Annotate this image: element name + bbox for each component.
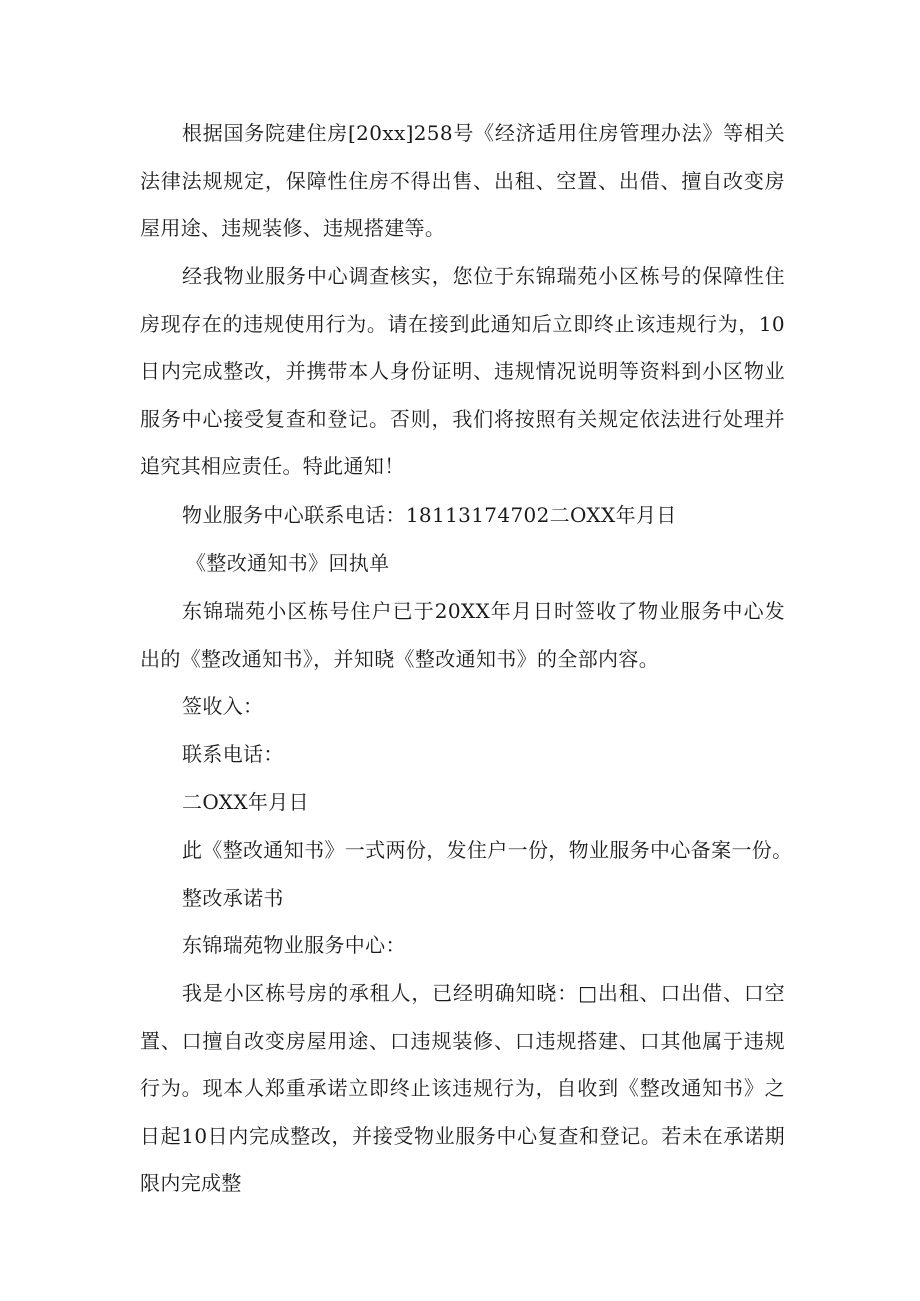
contact-line: 物业服务中心联系电话：18113174702二OXX年月日 <box>182 503 677 527</box>
receipt-title: 《整改通知书》回执单 <box>186 551 390 575</box>
paragraph-pledge-body: 我是小区栋号房的承租人，已经明确知晓：□出租、口出借、口空置、口擅自改变房屋用途、口违规装修、口违规搭建、口其他属于违规行为。现本人郑重承诺立即终止该违规行为，自收到《整改通知书》之日起10日内完成整改，并接受物业服务中心复查和登记。若未在承诺期限内完成整 <box>140 981 785 1195</box>
paragraph-inspection-notice: 经我物业服务中心调查核实，您位于东锦瑞苑小区栋号的保障性住房现存在的违规使用行为。请在接到此通知后立即终止该违规行为，10日内完成整改，并携带本人身份证明、违规情况说明等资料到小区物业服务中心接受复查和登记。否则，我们将按照有关规定依法进行处理并追究其相应责任。特此通知！ <box>140 264 785 478</box>
date-line: 二OXX年月日 <box>182 790 309 814</box>
addressee-line: 东锦瑞苑物业服务中心： <box>182 933 406 957</box>
pledge-title: 整改承诺书 <box>182 886 284 910</box>
copies-note: 此《整改通知书》一式两份，发住户一份，物业服务中心备案一份。 <box>182 838 793 862</box>
phone-label: 联系电话： <box>182 742 284 766</box>
signer-label: 签收入： <box>182 694 264 718</box>
paragraph-receipt-body: 东锦瑞苑小区栋号住户已于20XX年月日时签收了物业服务中心发出的《整改通知书》，并知晓《整改通知书》的全部内容。 <box>140 599 785 671</box>
paragraph-regulations: 根据国务院建住房[20xx]258号《经济适用住房管理办法》等相关法律法规规定，保障性住房不得出售、出租、空置、出借、擅自改变房屋用途、违规装修、违规搭建等。 <box>140 121 785 240</box>
